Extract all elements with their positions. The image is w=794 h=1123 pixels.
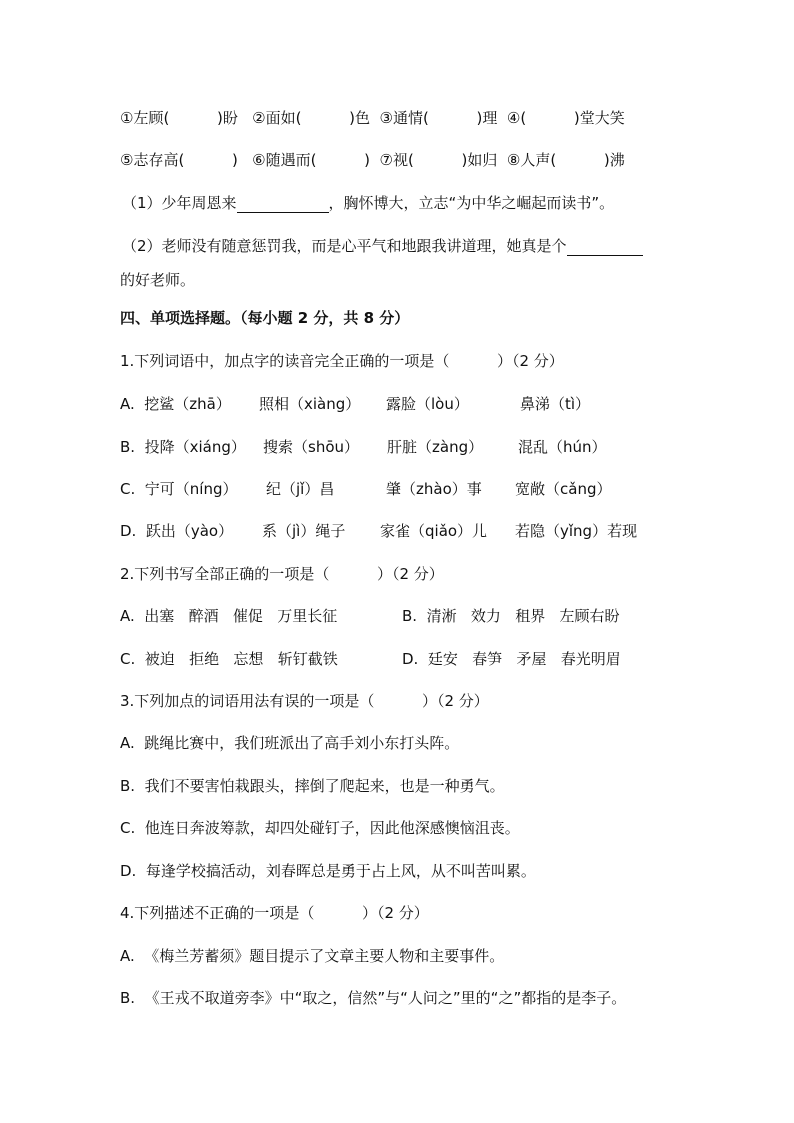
q1-b-item-1: B. 投降（xiáng） <box>120 438 246 456</box>
fill-sentence-1-pre: （1）少年周恩来 <box>122 194 237 212</box>
fill-sentence-1 <box>122 193 614 213</box>
q1-c-item-4: 宽敞（cǎng） <box>515 480 612 498</box>
q1-a-item-3: 露脸（lòu） <box>386 395 469 413</box>
fill-sentence-2 <box>122 236 643 256</box>
q1-b-item-4: 混乱（hún） <box>518 438 607 456</box>
q1-a-item-4: 鼻涕（tì） <box>520 395 591 413</box>
q1-stem: 1.下列词语中，加点字的读音完全正确的一项是（ ）（2 分） <box>120 352 564 370</box>
q4-stem: 4.下列描述不正确的一项是（ ）（2 分） <box>120 904 429 922</box>
q1-d-item-1: D. 跃出（yào） <box>120 522 234 540</box>
q1-a-item-2: 照相（xiàng） <box>259 395 361 413</box>
q4-option-b: B. 《王戎不取道旁李》中“取之，信然”与“人问之”里的“之”都指的是李子。 <box>120 989 627 1007</box>
q2-option-b: B. 清淅 效力 租界 左顾右盼 <box>402 607 620 625</box>
q1-d-item-4: 若隐（yǐng）若现 <box>515 522 638 540</box>
q1-c-item-1: C. 宁可（níng） <box>120 480 238 498</box>
q1-b-item-2: 搜索（shōu） <box>263 438 360 456</box>
fill-sentence-2-pre: （2）老师没有随意惩罚我，而是心平气和地跟我讲道理，她真是个 <box>122 237 567 255</box>
answer-blank[interactable] <box>237 196 329 213</box>
fill-sentence-1-post: ，胸怀博大，立志“为中华之崛起而读书”。 <box>328 194 615 212</box>
q1-c-item-3: 肇（zhào）事 <box>386 480 482 498</box>
q1-b-item-3: 肝脏（zàng） <box>387 438 484 456</box>
section-4-title: 四、单项选择题。（每小题 2 分，共 8 分） <box>120 309 410 327</box>
q3-stem: 3.下列加点的词语用法有误的一项是（ ）（2 分） <box>120 692 489 710</box>
q4-option-a: A. 《梅兰芳蓄须》题目提示了文章主要人物和主要事件。 <box>120 947 505 965</box>
q1-d-item-2: 系（jì）绳子 <box>262 522 346 540</box>
q2-option-a: A. 出塞 醉酒 催促 万里长征 <box>120 607 338 625</box>
q1-a-item-1: A. 挖鲨（zhā） <box>120 395 231 413</box>
idiom-row-1: ①左顾( )盼 ②面如( )色 ③通情( )理 ④( )堂大笑 <box>120 109 625 127</box>
q2-option-c: C. 被迫 拒绝 忘想 斩钉截铁 <box>120 650 338 668</box>
fill-sentence-2-cont: 的好老师。 <box>120 271 196 289</box>
q3-option-d: D. 每逢学校搞活动，刘春晖总是勇于占上风，从不叫苦叫累。 <box>120 862 536 880</box>
idiom-row-2: ⑤志存高( ) ⑥随遇而( ) ⑦视( )如归 ⑧人声( )沸 <box>120 151 625 169</box>
q2-stem: 2.下列书写全部正确的一项是（ ）（2 分） <box>120 565 444 583</box>
q2-option-d: D. 廷安 春笋 矛屋 春光明眉 <box>402 650 621 668</box>
q1-c-item-2: 纪（jǐ）昌 <box>266 480 335 498</box>
q3-option-a: A. 跳绳比赛中，我们班派出了高手刘小东打头阵。 <box>120 734 460 752</box>
q3-option-c: C. 他连日奔波筹款，却四处碰钉子，因此他深感懊恼沮丧。 <box>120 819 520 837</box>
answer-blank[interactable] <box>567 239 643 256</box>
q1-d-item-3: 家雀（qiǎo）儿 <box>380 522 488 540</box>
q3-option-b: B. 我们不要害怕栽跟头，摔倒了爬起来，也是一种勇气。 <box>120 777 505 795</box>
